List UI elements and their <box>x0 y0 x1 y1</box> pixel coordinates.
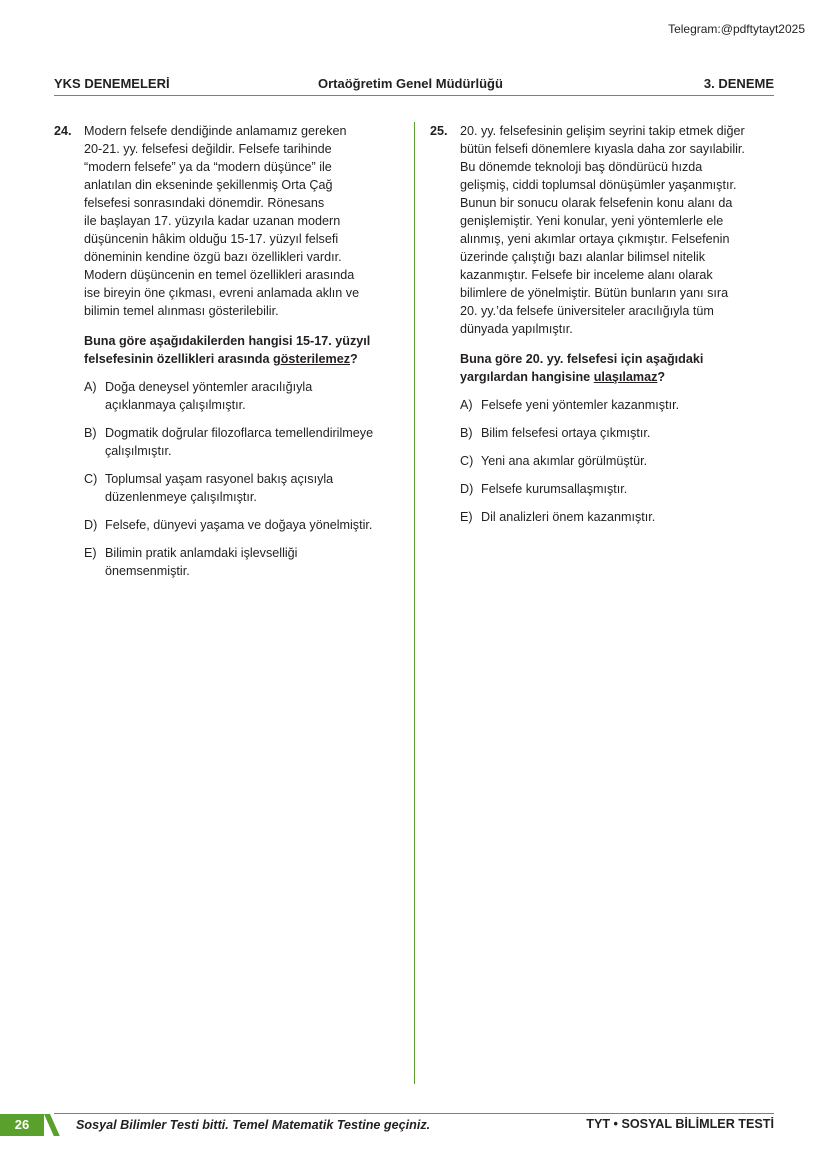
option-letter: B) <box>84 426 97 440</box>
option-line: Bilim felsefesi ortaya çıkmıştır. <box>481 426 651 440</box>
question-passage <box>84 122 399 320</box>
page-number: 26 <box>0 1114 44 1136</box>
passage-line: Modern felsefe dendiğinde anlamamız gereken <box>84 124 347 138</box>
passage-line: Bu dönemde teknoloji baş döndürücü hızda <box>460 160 703 174</box>
column-divider <box>414 122 415 1084</box>
passage-line: Bunun bir sonucu olarak felsefenin konu alanı da <box>460 196 733 210</box>
option-b[interactable] <box>84 424 399 460</box>
option-e[interactable] <box>84 544 399 580</box>
stem-text: yargılardan hangisine <box>460 370 594 384</box>
option-text <box>481 480 627 498</box>
passage-line: 20. yy.’da felsefe üniversiteler aracılığıyla tüm <box>460 304 714 318</box>
passage-line: 20. yy. felsefesinin gelişim seyrini takip etmek diğer <box>460 124 745 138</box>
option-line: Yeni ana akımlar görülmüştür. <box>481 454 648 468</box>
passage-line: döneminin kendine özgü bazı özellikleri vardır. <box>84 250 342 264</box>
passage-line: üzerinde çalıştığı bazı alanlar bilimsel nitelik <box>460 250 705 264</box>
option-letter: E) <box>84 546 97 560</box>
option-e[interactable] <box>460 508 775 526</box>
question-25 <box>430 122 775 536</box>
page-footer <box>0 1113 828 1137</box>
option-line: açıklanmaya çalışılmıştır. <box>105 398 246 412</box>
option-letter: C) <box>460 454 474 468</box>
stem-line: Buna göre 20. yy. felsefesi için aşağıdaki <box>460 352 704 366</box>
option-line: Bilimin pratik anlamdaki işlevselliği <box>105 546 298 560</box>
option-letter: B) <box>460 426 473 440</box>
answer-options <box>460 396 775 526</box>
stem-negation: gösterilemez <box>273 352 350 366</box>
question-number: 24. <box>54 124 72 138</box>
passage-line: alınmış, yeni akımlar ortaya çıkmıştır. Felsefenin <box>460 232 730 246</box>
passage-line: ile başlayan 17. yüzyıla kadar uzanan modern <box>84 214 341 228</box>
footer-rule <box>54 1113 774 1114</box>
header-series-title: YKS DENEMELERİ <box>54 76 170 91</box>
stem-text: felsefesinin özellikleri arasında <box>84 352 273 366</box>
passage-line: anlatılan din ekseninde şekillenmiş Orta Çağ <box>84 178 333 192</box>
option-text <box>105 378 312 414</box>
passage-line: kazanmıştır. Felsefe bir inceleme alanı olarak <box>460 268 713 282</box>
question-passage <box>460 122 775 338</box>
option-text <box>105 424 373 460</box>
option-text <box>481 508 655 526</box>
passage-line: felsefesi sonrasındaki dönemdir. Rönesans <box>84 196 325 210</box>
option-letter: A) <box>460 398 473 412</box>
option-text <box>481 396 679 414</box>
option-letter: E) <box>460 510 473 524</box>
footer-test-name: TYT • SOSYAL BİLİMLER TESTİ <box>586 1117 774 1131</box>
header-exam-number: 3. DENEME <box>703 76 774 91</box>
stem-question-mark: ? <box>657 370 666 384</box>
passage-line: bilimlere de yönelmiştir. Bütün bunların yanı sıra <box>460 286 729 300</box>
option-letter: A) <box>84 380 97 394</box>
stem-question-mark: ? <box>350 352 358 366</box>
page-header <box>54 76 774 96</box>
passage-line: düşüncenin hâkim olduğu 15-17. yüzyıl felsefi <box>84 232 339 246</box>
stem-line: Buna göre aşağıdakilerden hangisi 15-17. yüzyıl <box>84 334 371 348</box>
footer-accent-stripe <box>44 1114 60 1136</box>
option-line: çalışılmıştır. <box>105 444 172 458</box>
option-line: Felsefe, dünyevi yaşama ve doğaya yönelmiştir. <box>105 518 373 532</box>
passage-line: bilimin temel alınması gösterilebilir. <box>84 304 279 318</box>
question-stem <box>460 350 775 386</box>
option-line: Felsefe yeni yöntemler kazanmıştır. <box>481 398 680 412</box>
option-d[interactable] <box>84 516 399 534</box>
stem-line <box>84 350 399 368</box>
option-line: Toplumsal yaşam rasyonel bakış açısıyla <box>105 472 334 486</box>
stem-negation: ulaşılamaz <box>593 370 658 384</box>
passage-line: 20-21. yy. felsefesi değildir. Felsefe tarihinde <box>84 142 332 156</box>
passage-line: gelişmiş, ciddi toplumsal dönüşümler yaşanmıştır. <box>460 178 737 192</box>
header-institution: Ortaöğretim Genel Müdürlüğü <box>318 76 503 91</box>
answer-options <box>84 378 399 580</box>
option-letter: D) <box>460 482 474 496</box>
passage-line: ise bireyin öne çıkması, evreni anlamada aklın ve <box>84 286 360 300</box>
question-number: 25. <box>430 124 448 138</box>
stem-line <box>460 368 775 386</box>
option-a[interactable] <box>460 396 775 414</box>
option-text <box>105 544 297 580</box>
passage-line: genişlemiştir. Yeni konular, yeni yöntemlerle ele <box>460 214 724 228</box>
option-line: Felsefe kurumsallaşmıştır. <box>481 482 628 496</box>
passage-line: Modern düşüncenin en temel özellikleri arasında <box>84 268 355 282</box>
question-24 <box>54 122 399 590</box>
option-letter: C) <box>84 472 98 486</box>
passage-line: bütün felsefi dönemlere kıyasla daha zor sayılabilir. <box>460 142 745 156</box>
option-d[interactable] <box>460 480 775 498</box>
option-c[interactable] <box>460 452 775 470</box>
option-line: Doğa deneysel yöntemler aracılığıyla <box>105 380 313 394</box>
passage-line: “modern felsefe” ya da “modern düşünce” ile <box>84 160 332 174</box>
option-line: düzenlenmeye çalışılmıştır. <box>105 490 257 504</box>
question-stem <box>84 332 399 368</box>
telegram-handle: Telegram:@pdftytayt2025 <box>668 22 805 36</box>
option-b[interactable] <box>460 424 775 442</box>
option-line: Dil analizleri önem kazanmıştır. <box>481 510 656 524</box>
option-c[interactable] <box>84 470 399 506</box>
option-text <box>105 516 372 534</box>
option-line: önemsenmiştir. <box>105 564 190 578</box>
passage-line: dünyada yapılmıştır. <box>460 322 573 336</box>
option-text <box>481 452 647 470</box>
option-line: Dogmatik doğrular filozoflarca temellendirilmeye <box>105 426 374 440</box>
option-a[interactable] <box>84 378 399 414</box>
option-letter: D) <box>84 518 98 532</box>
option-text <box>105 470 333 506</box>
option-text <box>481 424 650 442</box>
footer-instruction: Sosyal Bilimler Testi bitti. Temel Matematik Testine geçiniz. <box>76 1118 431 1132</box>
